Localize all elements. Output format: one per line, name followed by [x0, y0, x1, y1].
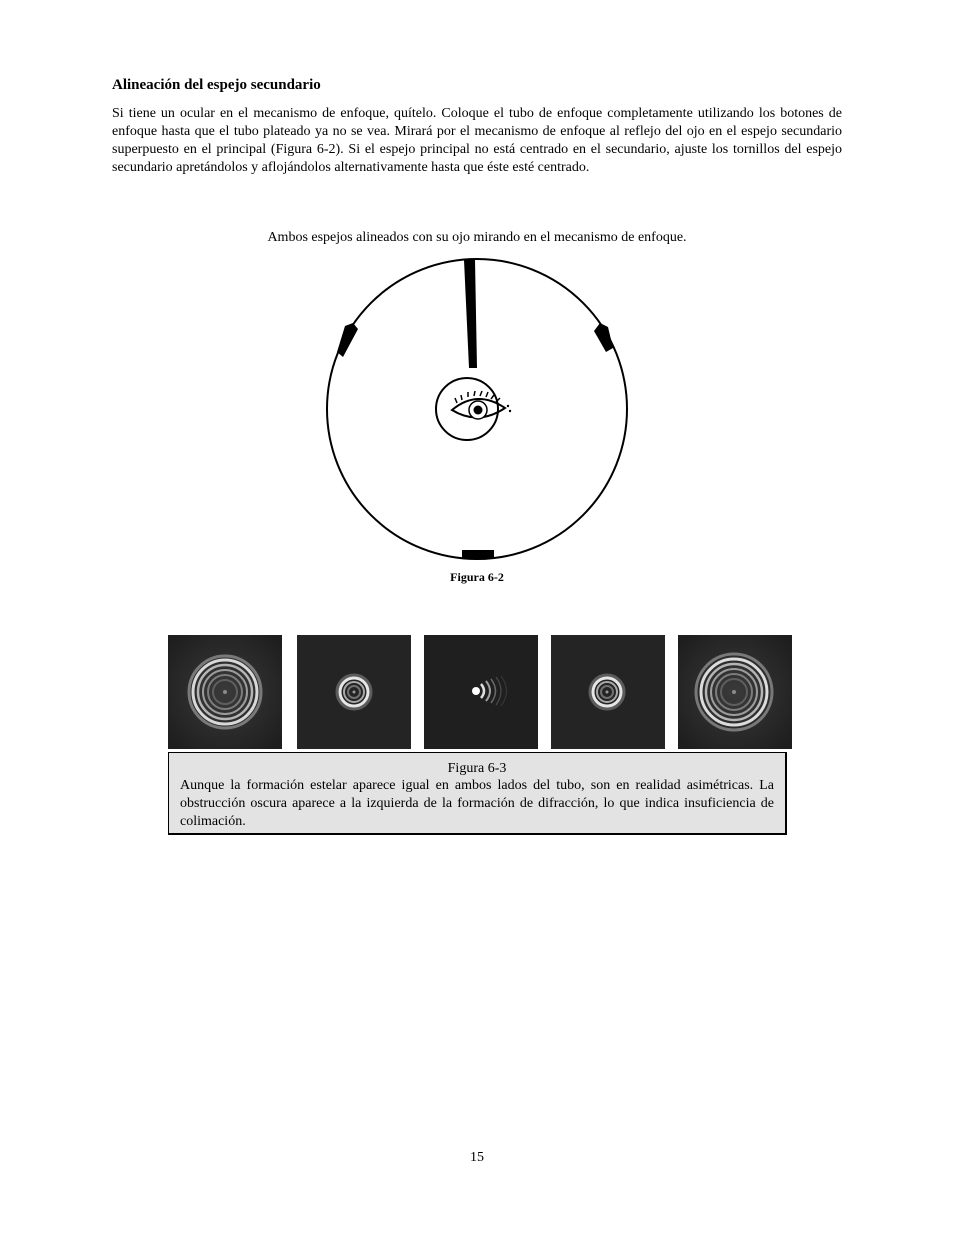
- figure-6-3-title: Figura 6-3: [447, 761, 507, 776]
- page-number: 15: [470, 1150, 484, 1165]
- star-test-panel-3: [424, 635, 538, 749]
- star-test-panel-1: [168, 635, 282, 749]
- star-test-panel-5: [678, 635, 792, 749]
- figure-6-2-caption: Ambos espejos alineados con su ojo mirando en el mecanismo de enfoque.: [267, 230, 687, 245]
- section-paragraph: Si tiene un ocular en el mecanismo de enfoque, quítelo. Coloque el tubo de enfoque completamente utilizando los botones de enfoque hasta que el tubo plateado ya no se vea. Mirará por el mecanismo de enfoque al reflejo del ojo en el espejo secundario superpuesto en el principal (Figura 6-2). Si el espejo principal no está centrado en el secundario, ajuste los tornillos del espejo secundario apretándolos y aflojándolos alternativamente hasta que éste esté centrado.: [112, 106, 842, 175]
- secondary-mirror: [436, 378, 498, 440]
- mirror-clip-bottom: [462, 550, 494, 558]
- star-test-panel-4: [551, 635, 665, 749]
- section-heading: Alineación del espejo secundario: [112, 77, 321, 93]
- star-test-panel-2: [297, 635, 411, 749]
- figure-6-3-text: Aunque la formación estelar aparece igual en ambos lados del tubo, son en realidad asimétricas. La obstrucción oscura aparece a la izquierda de la formación de difracción, lo que indica insuficiencia de colimación.: [180, 778, 774, 829]
- figure-6-2-label: Figura 6-2: [450, 570, 504, 584]
- figure-6-2-diagram: [320, 256, 634, 562]
- figure-6-3-caption-box: [168, 752, 787, 835]
